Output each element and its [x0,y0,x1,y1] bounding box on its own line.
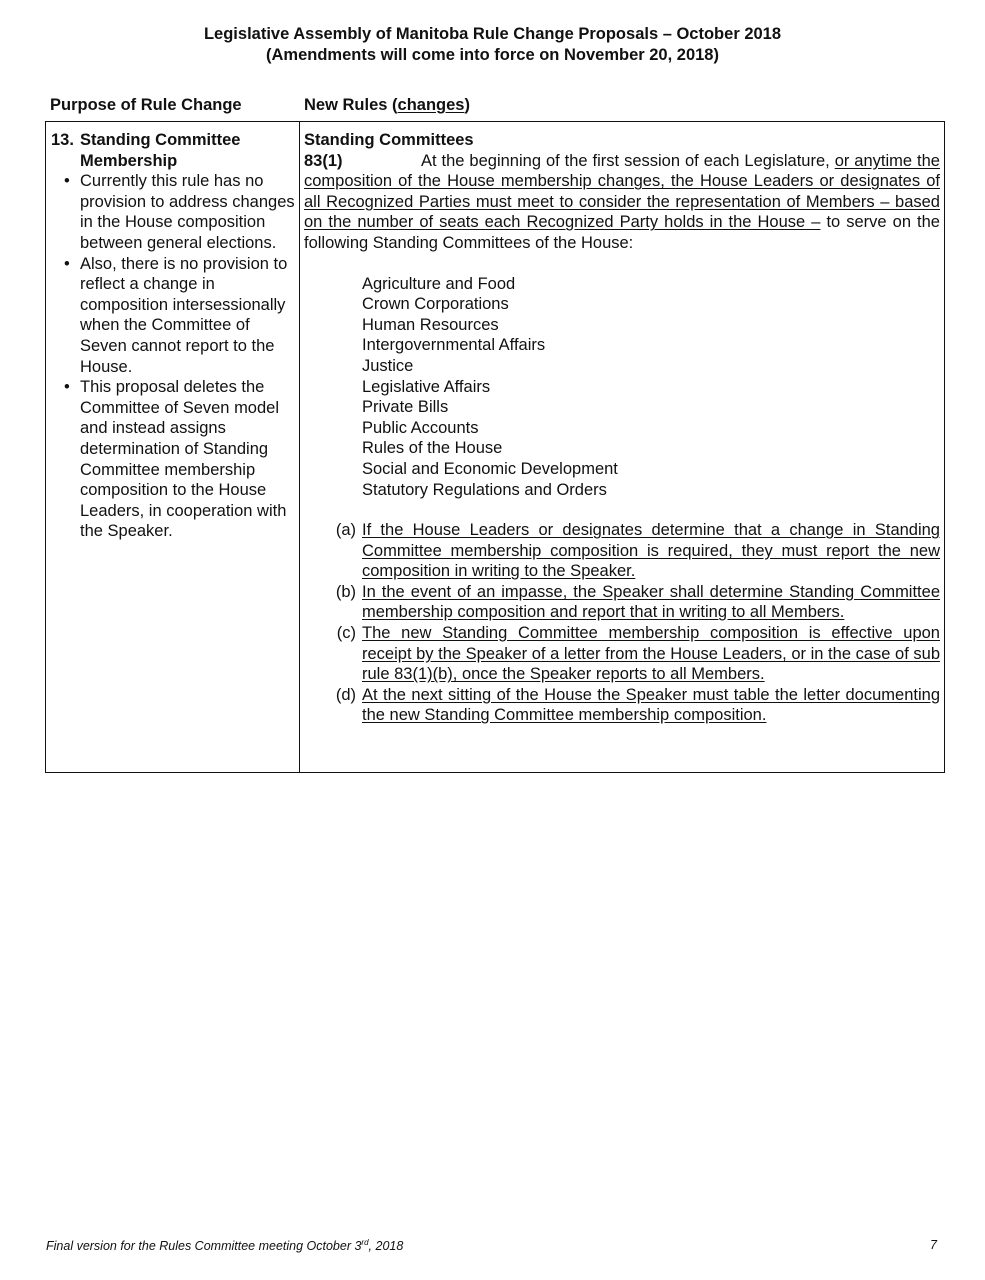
rule-intro-tail: to serve on the following Standing Committees of the House: [304,213,940,252]
subrule-label: (c) [336,624,356,643]
purpose-number: 13. [51,131,74,149]
subrule-label: (b) [335,582,356,601]
subrule-text: The new Standing Committee membership composition is effective upon receipt by the Speaker of a letter from the House Leaders, or in the case of sub rule 83(1)(b), once the Speaker reports to all Members. [362,624,940,684]
purpose-bullet [64,171,295,253]
new-rules-header-changes: changes [397,96,465,114]
new-rules-cell [304,130,940,726]
committee-item: Agriculture and Food [362,274,516,293]
purpose-title-text: Standing Committee Membership [80,131,241,170]
rule-paragraph [304,151,940,254]
subrule-b [304,582,940,623]
footer-year: , 2018 [368,1239,404,1254]
rule-change-table [45,121,945,773]
footer-ordinal: rd [361,1238,369,1247]
document-title [0,24,985,66]
committee-item: Human Resources [362,315,499,334]
committee-item: Private Bills [362,398,449,417]
bullet-text: Also, there is no provision to reflect a change in composition intersessionally when the Committee of Seven cannot report to the House. [80,254,288,376]
committee-item: Justice [362,356,414,375]
bullet-icon: • [64,378,70,397]
committee-item: Statutory Regulations and Orders [362,480,607,499]
committee-item: Intergovernmental Affairs [362,336,546,355]
title-line-1: Legislative Assembly of Manitoba Rule Change Proposals – October 2018 [203,25,782,43]
section-title: Standing Committees [304,131,474,149]
title-line-2: (Amendments will come into force on November 20, 2018) [266,46,719,64]
new-rules-header-suffix: ) [464,96,470,114]
subrule-list [304,520,940,726]
subrule-text: In the event of an impasse, the Speaker shall determine Standing Committee membership composition and report that in writing to all Members. [362,582,940,622]
subrule-text: If the House Leaders or designates determine that a change in Standing Committee membership composition is required, they must report the new composition in writing to the Speaker. [362,521,940,581]
rule-intro-change: or anytime the composition of the House membership changes, the House Leaders or designates of all Recognized Parties must meet to consider the representation of Members – based on the number of seats each Recognized Party holds in the House – [304,151,940,232]
page-number: 7 [930,1238,937,1252]
subrule-d [304,685,940,726]
subrule-label: (d) [335,685,356,704]
committee-item: Legislative Affairs [362,377,491,396]
new-rules-header-prefix: New Rules ( [304,96,398,114]
committee-list [362,274,940,501]
bullet-icon: • [64,172,70,191]
subrule-label: (a) [335,521,356,540]
committee-item: Public Accounts [362,418,479,437]
committee-item: Rules of the House [362,439,503,458]
subrule-text: At the next sitting of the House the Speaker must table the letter documenting the new Standing Committee membership composition. [362,685,940,725]
bullet-text: Currently this rule has no provision to address changes in the House composition between general elections. [80,172,295,252]
subrule-c [304,623,940,685]
committee-item: Crown Corporations [362,295,509,314]
bullet-icon: • [64,254,70,273]
footer-note [46,1238,403,1253]
committee-item: Social and Economic Development [362,459,618,478]
purpose-bullet [64,254,295,378]
purpose-bullets [51,171,295,542]
rule-number: 83(1) [304,151,343,170]
rule-intro-plain: At the beginning of the first session of each Legislature, [421,151,835,170]
new-rules-column-header [304,96,470,115]
subrule-a [304,520,940,582]
purpose-column-header: Purpose of Rule Change [50,96,242,114]
bullet-text: This proposal deletes the Committee of Seven model and instead assigns determination of Standing Committee membership composition to the House Leaders, in cooperation with the Speaker. [80,378,287,541]
purpose-title [51,130,295,171]
footer-text: Final version for the Rules Committee meeting October 3 [46,1239,362,1254]
purpose-bullet [64,377,295,542]
purpose-cell [51,130,295,542]
column-divider [299,122,300,772]
